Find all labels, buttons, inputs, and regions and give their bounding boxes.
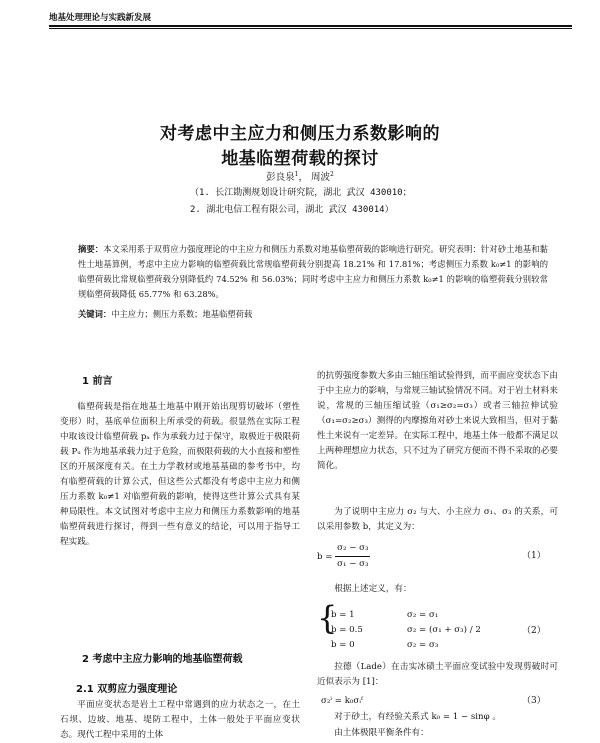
section-2-1-paragraph: 平面应变状态是岩土工程中常遇到的应力状态之一，在土石坝、边坡、地基、堤防工程中，土体一般处于平面应变状态。现代工程中采用的土体: [60, 700, 300, 740]
case-3-b: b = 0: [331, 640, 355, 650]
header-rule: [49, 25, 572, 27]
right-paragraph-2: 为了说明中主应力 σ₂ 与大、小主应力 σ₁、σ₃ 的关系，可以采用参数 b，其定义为：: [317, 507, 558, 532]
section-1-paragraph: 临塑荷载是指在地基土地基中刚开始出现剪切破坏（塑性变形）时，基底单位面积上所承受的荷载。很显然在实际工程中取该设计临塑荷载 pₐ 作为承载力过于保守，取极近于极限荷载 Pᵤ 作为地基承载力过于危险，而极限荷载的大小直接和塑性区的开展深度有关。在土力学教材或地基基础的参考书中，均有临塑荷载的计算公式，但这些公式都没有考虑中主应力和侧压力系数 k₀≠1 对临塑荷载的影响，使得这些计算公式具有某种局限性。本文试图对考虑中主应力和侧压力系数影响的地基临塑荷载进行探讨，得到一些有意义的结论，可以用于指导工程实践。: [60, 402, 300, 547]
eq2-number: （2）: [522, 626, 546, 636]
eq1-fraction: [335, 541, 370, 572]
equation-1: [317, 541, 370, 572]
keywords-text: 中主应力；侧压力系数；地基临塑荷载: [111, 309, 253, 319]
right-paragraph-5: 对于砂土，有经验关系式 k₀ = 1 − sinφ 。: [334, 712, 501, 722]
case-2-b: b = 0.5: [331, 625, 363, 635]
eq3-number: （3）: [522, 696, 546, 706]
section-1-title: 1 前言: [82, 376, 113, 387]
author-2: 周波: [311, 172, 331, 183]
paper-title-line2: 地基临塑荷载的探讨: [221, 149, 379, 169]
eq1-numerator: σ₂ − σ₃: [335, 541, 370, 557]
section-2-title: 2 考虑中主应力影响的地基临塑荷载: [82, 654, 243, 665]
right-paragraph-4: 拉德（Lade）在击实冰碛土平面应变试验中发现剪破时可近似表示为 [1]：: [317, 662, 558, 687]
eq1-denominator: σ₁ − σ₃: [337, 559, 369, 569]
affiliation-2: 2. 湖北电信工程有限公司，湖北 武汉 430014）: [190, 205, 394, 215]
section-2-1-title: 2.1 双剪应力强度理论: [76, 684, 178, 695]
right-paragraph-3: 根据上述定义，有：: [334, 584, 412, 594]
eq1-number: （1）: [522, 551, 546, 561]
running-header: 地基处理理论与实践新发展: [49, 13, 152, 23]
abstract: [78, 242, 548, 302]
author-1: 彭良泉: [266, 172, 295, 183]
author-2-sup: 2: [330, 170, 334, 178]
case-1-b: b = 1: [331, 610, 355, 620]
paper-title-line1: 对考虑中主应力和侧压力系数影响的: [160, 124, 440, 144]
abstract-label: 摘要：: [78, 244, 104, 254]
affiliation-1: （1. 长江勘测规划设计研究院，湖北 武汉 430010；: [190, 188, 412, 198]
keywords: [78, 308, 548, 320]
keywords-label: 关键词：: [78, 309, 112, 319]
authors: 彭良泉$^1$， 周波$^2$: [266, 170, 334, 183]
header-rule-thin: [49, 28, 572, 29]
case-3-relation: σ₂ = σ₃: [407, 640, 439, 650]
abstract-text: 本文采用系于双剪应力强度理论的中主应力和侧压力系数对地基临塑荷载的影响进行研究。研究表明：针对砂土地基和黏性土地基算例，考虑中主应力影响的临塑荷载比常规临塑荷载分别提高 18.21% 和 17.81%；考虑侧压力系数 k₀≠1 的影响的临塑荷载比常规临塑荷载分别降低约 74.52% 和 56.03%；同时考虑中主应力和侧压力系数 k₀≠1 的影响的临塑荷载分别较常规临塑荷载降低 65.77% 和 63.28%。: [78, 244, 548, 299]
case-2-relation: σ₂ = (σ₁ + σ₃) / 2: [407, 625, 481, 635]
equation-3: σ₂ⁱ = k₀σᵢᶠ: [321, 696, 363, 706]
right-paragraph-1: 的抗剪强度参数大多由三轴压缩试验得到，而平面应变状态下由于中主应力的影响，与常规三轴试验情况不同。对于岩土材料来说，常规的三轴压缩试验（σ₁≥σ₂=σ₃）或者三轴拉伸试验（σ₁=σ₂≥σ₃）测得的内摩擦角对砂土来说大致相当，但对于黏性土来说有一定差异。在实际工程中，地基土体一般都不满足以上两种理想应力状态，只不过为了研究方便而不得不采取的必要简化。: [317, 371, 558, 471]
eq1-lhs: b =: [317, 552, 333, 562]
right-paragraph-6: 由土体极限平衡条件有：: [334, 728, 429, 738]
case-1-relation: σ₂ = σ₁: [407, 610, 439, 620]
cases-brace: {: [317, 599, 338, 637]
author-1-sup: 1: [294, 170, 299, 178]
